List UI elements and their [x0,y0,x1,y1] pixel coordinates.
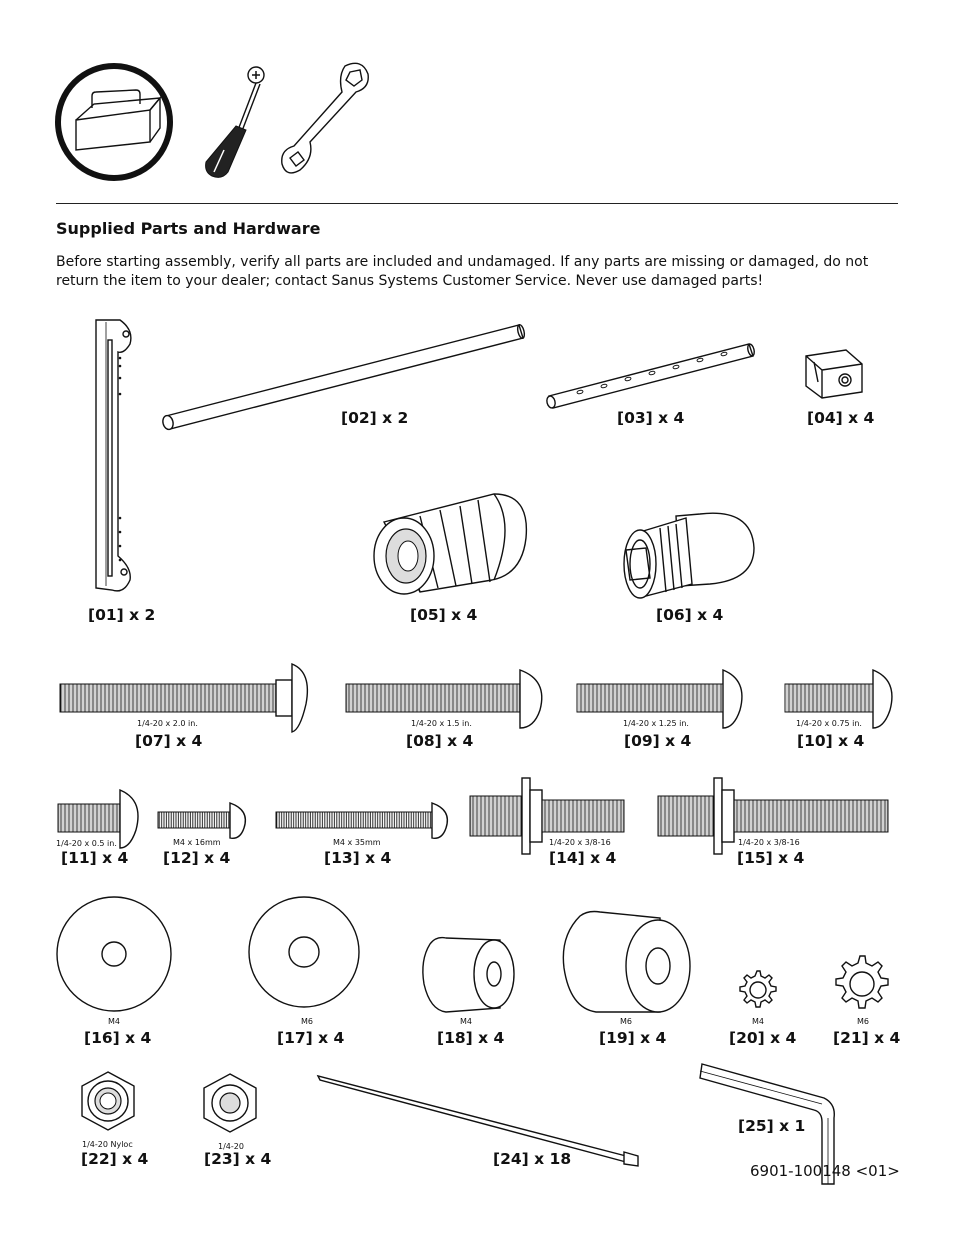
part-01-bracket [96,320,131,591]
part-17-washer [249,897,359,1007]
part-22-spec: 1/4-20 Nyloc [82,1140,133,1149]
part-23-spec: 1/4-20 [218,1142,244,1151]
part-06-adapter [624,513,754,598]
part-04-label: [04] x 4 [807,409,875,427]
part-01-label: [01] x 2 [88,606,156,624]
part-18-spacer [423,938,514,1012]
phillips-screwdriver-icon [206,67,264,177]
section-heading: Supplied Parts and Hardware [56,219,321,238]
wrench-icon [282,63,369,173]
part-15-spec: 1/4-20 x 3/8-16 [738,838,800,847]
part-11-label: [11] x 4 [61,849,129,867]
document-number: 6901-100148 <01> [750,1162,900,1180]
part-21-lockwasher [836,956,888,1008]
part-19-label: [19] x 4 [599,1029,667,1047]
part-16-spec: M4 [108,1017,120,1026]
part-02-label: [02] x 2 [341,409,409,427]
part-20-spec: M4 [752,1017,764,1026]
part-21-spec: M6 [857,1017,869,1026]
part-23-nut [204,1074,256,1132]
part-09-label: [09] x 4 [624,732,692,750]
part-10-spec: 1/4-20 x 0.75 in. [796,719,862,728]
toolbox-icon [58,66,170,178]
part-08-label: [08] x 4 [406,732,474,750]
part-05-knob [374,494,526,594]
part-21-label: [21] x 4 [833,1029,901,1047]
part-22-nut [82,1072,134,1130]
part-05-label: [05] x 4 [410,606,478,624]
part-18-label: [18] x 4 [437,1029,505,1047]
part-17-label: [17] x 4 [277,1029,345,1047]
part-12-label: [12] x 4 [163,849,231,867]
part-10-label: [10] x 4 [797,732,865,750]
part-15-label: [15] x 4 [737,849,805,867]
part-07-spec: 1/4-20 x 2.0 in. [137,719,198,728]
part-03-tube [546,343,756,408]
part-16-washer [57,897,171,1011]
part-25-label: [25] x 1 [738,1117,806,1135]
part-11-spec: 1/4-20 x 0.5 in. [56,839,117,848]
part-13-spec: M4 x 35mm [333,838,381,847]
part-09-spec: 1/4-20 x 1.25 in. [623,719,689,728]
part-07-label: [07] x 4 [135,732,203,750]
part-23-label: [23] x 4 [204,1150,272,1168]
part-16-label: [16] x 4 [84,1029,152,1047]
section-divider [56,203,898,204]
part-19-spacer [563,912,690,1013]
part-14-label: [14] x 4 [549,849,617,867]
intro-paragraph: Before starting assembly, verify all parts are included and undamaged. If any parts are missing or damaged, do not return the item to your dealer; contact Sanus Systems Customer Service. Never use damaged parts! [56,254,869,289]
part-22-label: [22] x 4 [81,1150,149,1168]
part-12-screw [158,803,245,838]
part-13-label: [13] x 4 [324,849,392,867]
part-19-spec: M6 [620,1017,632,1026]
part-13-screw [276,803,447,838]
part-14-spec: 1/4-20 x 3/8-16 [549,838,611,847]
part-06-label: [06] x 4 [656,606,724,624]
part-12-spec: M4 x 16mm [173,838,221,847]
part-24-label: [24] x 18 [493,1150,572,1168]
part-20-label: [20] x 4 [729,1029,797,1047]
part-24-cable-tie [318,1076,638,1166]
part-04-clip [806,350,862,398]
part-17-spec: M6 [301,1017,313,1026]
part-18-spec: M4 [460,1017,472,1026]
part-20-lockwasher [740,971,776,1007]
part-08-spec: 1/4-20 x 1.5 in. [411,719,472,728]
part-03-label: [03] x 4 [617,409,685,427]
